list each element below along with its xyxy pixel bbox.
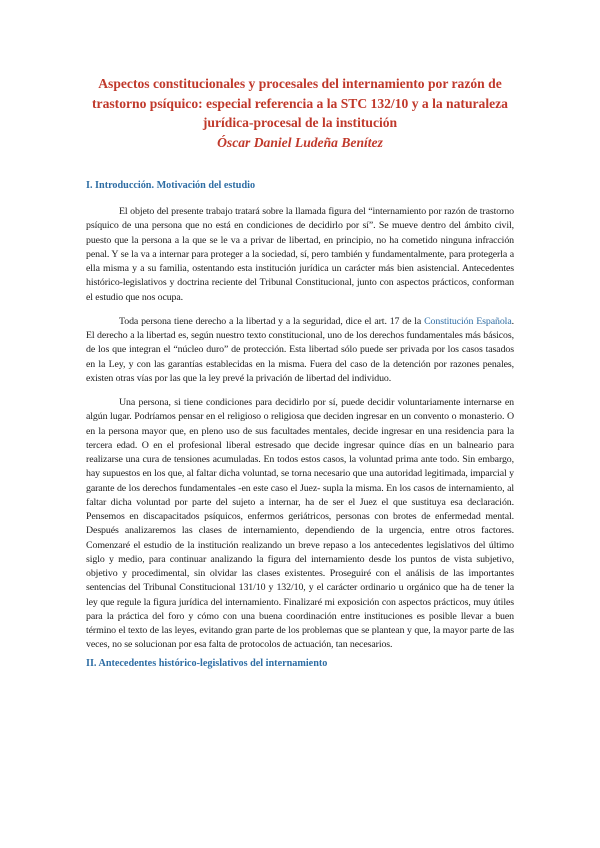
- paragraph-3: Una persona, si tiene condiciones para decidirlo por sí, puede decidir voluntariamente internarse en algún lugar. Podríamos pensar en el religioso o religiosa que deciden ingresar en un convento o monasterio. O en la persona mayor que, en pleno uso de sus facultades mentales, decide ingresar en una residencia para la tercera edad. O en el profesional liberal estresado que decide ingresar quince días en un balneario para realizarse una cura de tensiones acumuladas. En todos estos casos, la voluntad prima ante todo. Sin embargo, hay supuestos en los que, al faltar dicha voluntad, se torna necesario que una autoridad legitimada, imparcial y garante de los derechos fundamentales -en este caso el Juez- supla la misma. En los casos de internamiento, al faltar dicha voluntad por parte del sujeto a internar, ha de ser el Juez el que sustituya esa declaración. Pensemos en discapacitados psíquicos, enfermos geriátricos, personas con brotes de enfermedad mental. Después analizaremos las clases de internamiento, dependiendo de la urgencia, entre otros factores. Comenzaré el estudio de la institución realizando un breve repaso a los antecedentes legislativos del último siglo y medio, para continuar analizando la figura del internamiento desde los puntos de vista subjetivo, objetivo y procedimental, sin olvidar las clases existentes. Proseguiré con el análisis de las importantes sentencias del Tribunal Constitucional 131/10 y 132/10, y el carácter ordinario u orgánico que ha de tener la ley que regule la figura jurídica del internamiento. Finalizaré mi exposición con aspectos prácticos, muy útiles para la práctica del foro y cómo con una buena coordinación entre instituciones es posible llevar a buen término el texto de las leyes, evitando gran parte de los problemas que se plantean y que, la mayor parte de las veces, no se solucionan por esa falta de protocolos de actuación, tan necesarios.: [86, 397, 514, 651]
- paragraph-1: El objeto del presente trabajo tratará sobre la llamada figura del “internamiento por razón de trastorno psíquico de una persona que no está en condiciones de decidirlo por sí”. Se mueve dentro del ámbito civil, puesto que la persona a la que se le va a privar de libertad, en principio, no ha cometido ninguna infracción penal. Y se la va a internar para proteger a la sociedad, sí, pero también y fundamentalmente, para protegerla a ella misma y a su familia, ostentando esta institución jurídica un carácter más bien asistencial. Antecedentes histórico-legislativos y doctrina reciente del Tribunal Constitucional, junto con aspectos prácticos, conforman el estudio que nos ocupa.: [86, 206, 514, 303]
- section-heading-antecedentes: II. Antecedentes histórico-legislativos del internamiento: [86, 657, 328, 669]
- paragraph-2-text-after: . El derecho a la libertad es, según nuestro texto constitucional, uno de los derechos fundamentales más básicos, de los que integran el “núcleo duro” de protección. Esta libertad sólo puede ser privada por los casos tasados en la Ley, y con las garantías establecidas en la misma. Fuera del caso de la detención por razones penales, existen otras vías por las que la ley prevé la privación de libertad del individuo.: [86, 315, 514, 384]
- constitucion-espanola-link[interactable]: Constitución Española: [424, 315, 512, 327]
- paragraph-2-text-before: Toda persona tiene derecho a la libertad y a la seguridad, dice el art. 17 de la: [119, 315, 425, 327]
- document-title: Aspectos constitucionales y procesales del internamiento por razón de trastorno psíquico: especial referencia a la STC 132/10 y a la naturaleza jurídica-procesal de la institución: [92, 76, 508, 130]
- paragraph-2: [86, 315, 514, 386]
- section-heading-introduction: I. Introducción. Motivación del estudio: [86, 180, 256, 191]
- document-author: Óscar Daniel Ludeña Benítez: [217, 134, 383, 150]
